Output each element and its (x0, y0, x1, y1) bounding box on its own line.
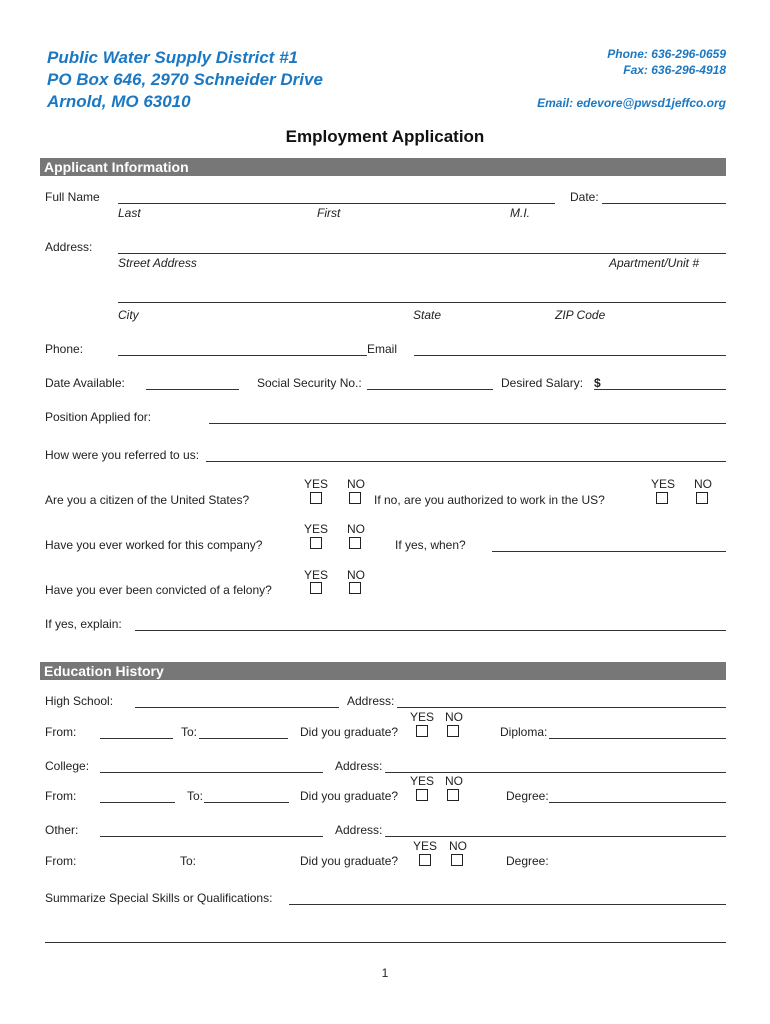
worked-question: Have you ever worked for this company? (45, 538, 263, 552)
street-address-sublabel: Street Address (118, 256, 197, 270)
ssn-field[interactable] (367, 389, 493, 390)
apartment-sublabel: Apartment/Unit # (608, 256, 699, 270)
hs-graduate-yes-checkbox[interactable] (416, 725, 428, 737)
high-school-address-field[interactable] (397, 707, 726, 708)
full-name-label: Full Name (45, 190, 100, 204)
college-address-field[interactable] (385, 772, 726, 773)
citizen-question: Are you a citizen of the United States? (45, 493, 250, 507)
felony-yes-label: YES (304, 568, 329, 582)
last-sublabel: Last (118, 206, 141, 220)
city-state-zip-field[interactable] (118, 302, 726, 303)
other-graduate-no-checkbox[interactable] (451, 854, 463, 866)
authorized-question: If no, are you authorized to work in the US? (374, 493, 605, 507)
org-phone: Phone: 636-296-0659 (607, 47, 726, 61)
worked-yes-label: YES (304, 522, 329, 536)
date-label: Date: (570, 190, 599, 204)
felony-yes-checkbox[interactable] (310, 582, 322, 594)
other-address-field[interactable] (385, 836, 726, 837)
org-fax: Fax: 636-296-4918 (623, 63, 726, 77)
mi-sublabel: M.I. (510, 206, 530, 220)
college-graduate-no-checkbox[interactable] (447, 789, 459, 801)
high-school-label: High School: (45, 694, 114, 708)
other-label: Other: (45, 823, 79, 837)
high-school-address-label: Address: (347, 694, 395, 708)
full-name-field[interactable] (118, 203, 555, 204)
college-label: College: (45, 759, 90, 773)
citizen-yes-label: YES (304, 477, 329, 491)
skills-label: Summarize Special Skills or Qualifications: (45, 891, 273, 905)
date-field[interactable] (602, 203, 726, 204)
education-section-title: Education History (44, 663, 164, 679)
diploma-field[interactable] (549, 738, 726, 739)
city-sublabel: City (118, 308, 139, 322)
page-title: Employment Application (285, 127, 485, 146)
other-yes-label: YES (413, 839, 438, 853)
education-section-header (40, 662, 726, 680)
desired-salary-label: Desired Salary: (501, 376, 584, 390)
org-address-line1: PO Box 646, 2970 Schneider Drive (47, 70, 323, 89)
ssn-label: Social Security No.: (257, 376, 362, 390)
dollar-sign: $ (594, 376, 601, 390)
authorized-no-label: NO (694, 477, 712, 491)
page-number: 1 (381, 966, 389, 980)
hs-from-field[interactable] (100, 738, 173, 739)
other-graduate-question: Did you graduate? (300, 854, 399, 868)
citizen-yes-checkbox[interactable] (310, 492, 322, 504)
other-address-label: Address: (335, 823, 383, 837)
college-to-label: To: (187, 789, 204, 803)
authorized-no-checkbox[interactable] (696, 492, 708, 504)
other-no-label: NO (449, 839, 467, 853)
org-email: Email: edevore@pwsd1jeffco.org (537, 96, 726, 110)
email-field[interactable] (414, 355, 726, 356)
worked-yes-checkbox[interactable] (310, 537, 322, 549)
referred-field[interactable] (206, 461, 726, 462)
when-field[interactable] (492, 551, 726, 552)
citizen-no-checkbox[interactable] (349, 492, 361, 504)
phone-label: Phone: (45, 342, 84, 356)
college-from-label: From: (45, 789, 77, 803)
college-from-field[interactable] (100, 802, 175, 803)
other-to-label: To: (180, 854, 197, 868)
date-available-field[interactable] (146, 389, 239, 390)
email-label: Email (367, 342, 398, 356)
phone-field[interactable] (118, 355, 367, 356)
hs-to-field[interactable] (199, 738, 288, 739)
college-to-field[interactable] (204, 802, 289, 803)
college-graduate-question: Did you graduate? (300, 789, 399, 803)
street-address-field[interactable] (118, 253, 726, 254)
diploma-label: Diploma: (500, 725, 548, 739)
position-field[interactable] (209, 423, 726, 424)
citizen-no-label: NO (347, 477, 365, 491)
address-label: Address: (45, 240, 93, 254)
hs-graduate-question: Did you graduate? (300, 725, 399, 739)
felony-no-checkbox[interactable] (349, 582, 361, 594)
applicant-section-header (40, 158, 726, 176)
referred-label: How were you referred to us: (45, 448, 200, 462)
college-graduate-yes-checkbox[interactable] (416, 789, 428, 801)
date-available-label: Date Available: (45, 376, 125, 390)
hs-no-label: NO (445, 710, 463, 724)
hs-graduate-no-checkbox[interactable] (447, 725, 459, 737)
skills-field-line1[interactable] (289, 904, 726, 905)
zip-sublabel: ZIP Code (555, 308, 606, 322)
when-label: If yes, when? (395, 538, 466, 552)
college-yes-label: YES (410, 774, 435, 788)
felony-question: Have you ever been convicted of a felony? (45, 583, 272, 597)
org-name: Public Water Supply District #1 (47, 48, 298, 67)
college-field[interactable] (100, 772, 323, 773)
felony-no-label: NO (347, 568, 365, 582)
desired-salary-field[interactable] (594, 389, 726, 390)
skills-field-line2[interactable] (45, 942, 726, 943)
other-from-label: From: (45, 854, 77, 868)
authorized-yes-checkbox[interactable] (656, 492, 668, 504)
other-degree-label: Degree: (506, 854, 549, 868)
worked-no-checkbox[interactable] (349, 537, 361, 549)
org-address-line2: Arnold, MO 63010 (47, 92, 191, 111)
college-degree-label: Degree: (506, 789, 549, 803)
applicant-section-title: Applicant Information (44, 159, 189, 175)
college-address-label: Address: (335, 759, 383, 773)
hs-to-label: To: (181, 725, 198, 739)
high-school-field[interactable] (135, 707, 339, 708)
state-sublabel: State (413, 308, 442, 322)
explain-field[interactable] (135, 630, 726, 631)
worked-no-label: NO (347, 522, 365, 536)
authorized-yes-label: YES (651, 477, 676, 491)
other-field[interactable] (100, 836, 323, 837)
hs-yes-label: YES (410, 710, 435, 724)
position-label: Position Applied for: (45, 410, 152, 424)
college-no-label: NO (445, 774, 463, 788)
explain-label: If yes, explain: (45, 617, 122, 631)
college-degree-field[interactable] (549, 802, 726, 803)
hs-from-label: From: (45, 725, 77, 739)
other-graduate-yes-checkbox[interactable] (419, 854, 431, 866)
first-sublabel: First (317, 206, 341, 220)
